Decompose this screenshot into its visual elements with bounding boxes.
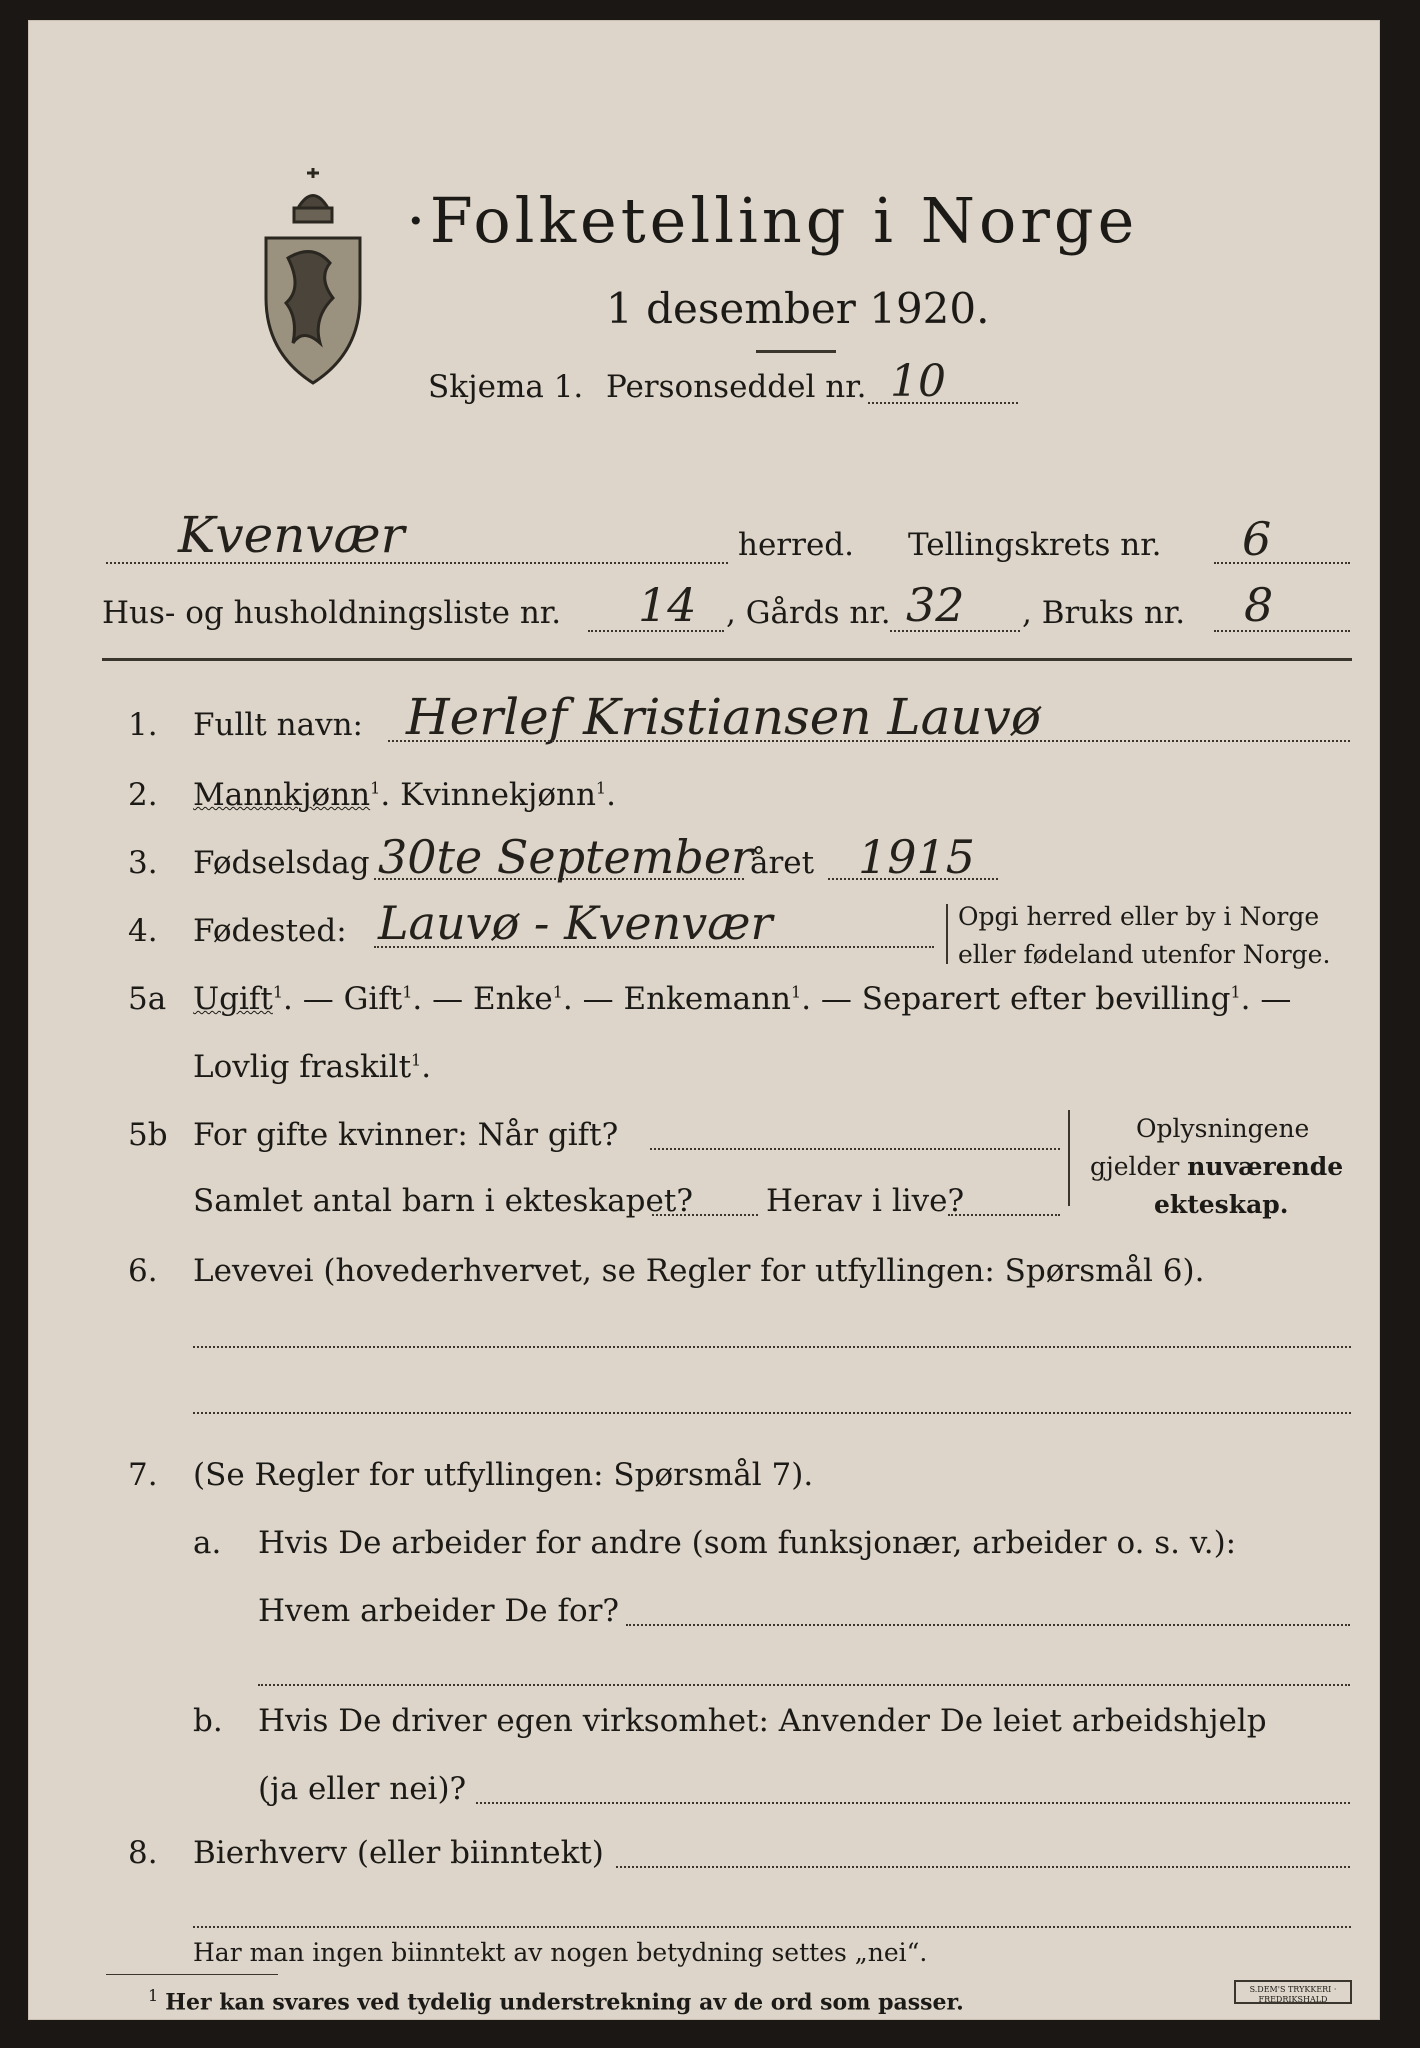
birth-year-value[interactable]: 1915 [858, 830, 976, 884]
bruks-value[interactable]: 8 [1244, 578, 1274, 632]
title-rule [756, 350, 836, 353]
male-option[interactable]: Mannkjønn [193, 777, 371, 813]
birthday-line [374, 878, 744, 880]
children-alive-label: Herav i live? [766, 1183, 965, 1219]
q7-label: (Se Regler for utfyllingen: Spørsmål 7). [193, 1457, 814, 1493]
marriage-note-1: Oplysningene [1136, 1114, 1310, 1143]
side-income-line-1 [616, 1866, 1350, 1868]
married-when-line [650, 1148, 1060, 1150]
children-total-line [652, 1214, 758, 1216]
personseddel-label: Personseddel nr. [606, 369, 867, 405]
personseddel-value[interactable]: 10 [890, 356, 946, 407]
employer-line-1 [626, 1624, 1350, 1626]
printer-stamp: S.DEM'S TRYKKERI · FREDRIKSHALD [1234, 1980, 1352, 2004]
q7b-number: b. [193, 1703, 223, 1739]
tellingskrets-line [1214, 562, 1350, 564]
occupation-line-1 [193, 1346, 1351, 1348]
hus-label: Hus- og husholdningsliste nr. [102, 595, 562, 631]
q4-number: 4. [128, 913, 158, 949]
children-total-label: Samlet antal barn i ekteskapet? [193, 1183, 693, 1219]
tellingskrets-label: Tellingskrets nr. [908, 527, 1162, 563]
gards-label: , Gårds nr. [726, 595, 891, 631]
marriage-note-2: gjelder nuværende [1090, 1152, 1344, 1181]
occupation-label: Levevei (hovederhvervet, se Regler for utfyllingen: Spørsmål 6). [193, 1253, 1205, 1289]
q6-number: 6. [128, 1253, 158, 1289]
gift-option[interactable]: — Gift [302, 981, 403, 1017]
enke-option[interactable]: — Enke [432, 981, 553, 1017]
birthday-value[interactable]: 30te September [378, 830, 754, 884]
header-divider [102, 658, 1352, 661]
fraskilt-option[interactable]: Lovlig fraskilt$^1$. [193, 1049, 432, 1085]
tellingskrets-value[interactable]: 6 [1242, 512, 1272, 566]
separert-option[interactable]: — Separert efter bevilling [820, 981, 1231, 1017]
hus-value[interactable]: 14 [638, 578, 697, 632]
bruks-label: , Bruks nr. [1022, 595, 1186, 631]
q3-number: 3. [128, 845, 158, 881]
hired-help-label: (ja eller nei)? [258, 1771, 467, 1807]
census-date: 1 desember 1920. [606, 284, 990, 333]
q7a-line1: Hvis De arbeider for andre (som funksjonær, arbeider o. s. v.): [258, 1525, 1237, 1561]
herred-label: herred. [738, 527, 854, 563]
occupation-line-2 [193, 1412, 1351, 1414]
form-title: ·Folketelling i Norge [406, 184, 1139, 257]
birthplace-note-2: eller fødeland utenfor Norge. [958, 940, 1331, 969]
side-income-note: Har man ingen biinntekt av nogen betydning settes „nei“. [193, 1938, 928, 1967]
enkemann-option[interactable]: — Enkemann [582, 981, 791, 1017]
children-alive-line [948, 1214, 1060, 1216]
q8-number: 8. [128, 1835, 158, 1871]
employer-label: Hvem arbeider De for? [258, 1593, 620, 1629]
marriage-note-3: ekteskap. [1154, 1190, 1289, 1219]
q1-number: 1. [128, 707, 158, 743]
schema-label: Skjema 1. [428, 369, 584, 405]
gards-value[interactable]: 32 [906, 578, 965, 632]
herred-value[interactable]: Kvenvær [178, 506, 405, 564]
q7b-line1: Hvis De driver egen virksomhet: Anvender De leiet arbeidshjelp [258, 1703, 1267, 1739]
birthplace-value[interactable]: Lauvø - Kvenvær [378, 896, 773, 950]
bruks-line [1214, 630, 1350, 632]
footnote: $^1$ Her kan svares ved tydelig understrekning av de ord som passer. [148, 1986, 964, 2016]
birthplace-note-1: Opgi herred eller by i Norge [958, 902, 1320, 931]
birthplace-note-brace [946, 904, 948, 964]
q5b-number: 5b [128, 1117, 168, 1153]
gender-options: Mannkjønn$^1$. Kvinnekjønn$^1$. [193, 777, 616, 813]
year-line [828, 878, 998, 880]
married-when-label: For gifte kvinner: Når gift? [193, 1117, 619, 1153]
gards-line [890, 630, 1020, 632]
birthplace-label: Fødested: [193, 913, 347, 949]
q7a-number: a. [193, 1525, 222, 1561]
full-name-value[interactable]: Herlef Kristiansen Lauvø [406, 688, 1041, 746]
full-name-line [388, 740, 1350, 742]
q1-label: Fullt navn: [193, 707, 363, 743]
side-income-label: Bierhverv (eller biinntekt) [193, 1835, 604, 1871]
birthplace-line [374, 946, 934, 948]
female-option[interactable]: Kvinnekjønn [400, 777, 596, 813]
hired-help-line [476, 1802, 1350, 1804]
side-income-line-2 [193, 1926, 1351, 1928]
q7-number: 7. [128, 1457, 158, 1493]
q5a-number: 5a [128, 981, 167, 1017]
year-label: året [750, 845, 815, 881]
footnote-rule [106, 1974, 278, 1975]
herred-line [106, 562, 728, 564]
coat-of-arms-icon [258, 168, 368, 388]
personseddel-line [868, 402, 1018, 404]
birthday-label: Fødselsdag [193, 845, 370, 881]
marital-options: Ugift$^1$. — Gift$^1$. — Enke$^1$. — Enkemann$^1$. — Separert efter bevilling$^1$. — [193, 981, 1292, 1017]
marriage-note-brace [1068, 1110, 1070, 1206]
ugift-option[interactable]: Ugift [193, 981, 273, 1017]
census-form [28, 20, 1380, 2020]
hus-line [588, 630, 724, 632]
employer-line-2 [258, 1684, 1350, 1686]
q2-number: 2. [128, 777, 158, 813]
